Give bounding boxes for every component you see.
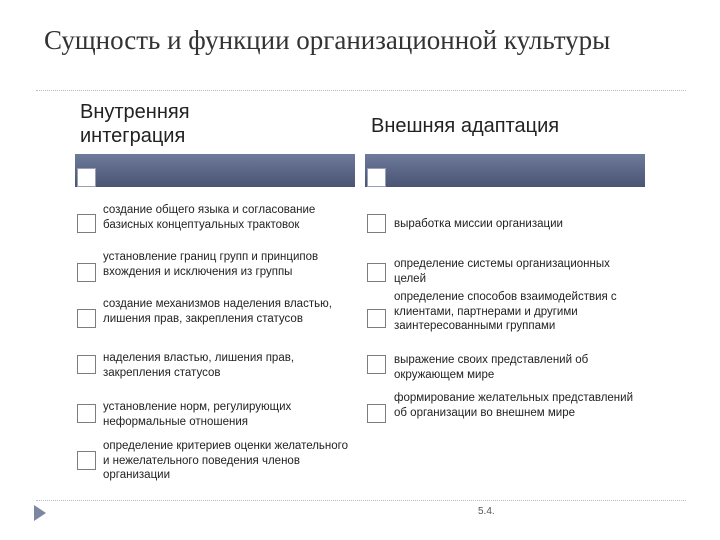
right-item-text: выработка миссии организации: [394, 218, 563, 230]
list-checkbox[interactable]: [77, 451, 96, 470]
right-item-text: определение системы организационных целей: [394, 258, 610, 285]
next-slide-arrow-icon[interactable]: [34, 505, 46, 521]
title-divider: [36, 90, 686, 91]
page-number: 5.4.: [478, 506, 495, 517]
left-item-text: создание механизмов наделения властью, лишения прав, закрепления статусов: [103, 298, 332, 325]
left-item-text: определение критериев оценки желательного и нежелательного поведения членов организации: [103, 440, 349, 481]
list-checkbox[interactable]: [367, 309, 386, 328]
list-checkbox[interactable]: [77, 263, 96, 282]
list-checkbox[interactable]: [77, 404, 96, 423]
right-header-band: [365, 154, 645, 187]
list-checkbox[interactable]: [77, 309, 96, 328]
right-column-heading: Внешняя адаптация: [371, 115, 560, 137]
slide-title: Сущность и функции организационной культуры: [44, 25, 611, 55]
right-item-text: определение способов взаимодействия с клиентами, партнерами и другими заинтересованными группами: [394, 291, 617, 332]
list-checkbox[interactable]: [367, 263, 386, 282]
list-checkbox[interactable]: [77, 355, 96, 374]
footer-divider: [36, 500, 686, 501]
list-checkbox[interactable]: [77, 214, 96, 233]
list-checkbox[interactable]: [367, 214, 386, 233]
list-checkbox[interactable]: [367, 404, 386, 423]
list-checkbox[interactable]: [367, 355, 386, 374]
left-item-text: установление норм, регулирующих неформальные отношения: [103, 401, 292, 428]
left-item-text: установление границ групп и принципов вхождения и исключения из группы: [103, 251, 319, 278]
left-header-checkbox[interactable]: [77, 168, 96, 187]
right-item-text: формирование желательных представлений об организации во внешнем мире: [394, 392, 634, 419]
right-header-checkbox[interactable]: [367, 168, 386, 187]
left-header-band: [75, 154, 355, 187]
left-item-text: наделения властью, лишения прав, закрепления статусов: [103, 352, 295, 379]
left-item-text: создание общего языка и согласование базисных концептуальных трактовок: [103, 204, 316, 231]
left-column-heading: Внутренняя интеграция: [80, 101, 190, 147]
right-item-text: выражение своих представлений об окружающем мире: [394, 354, 589, 381]
